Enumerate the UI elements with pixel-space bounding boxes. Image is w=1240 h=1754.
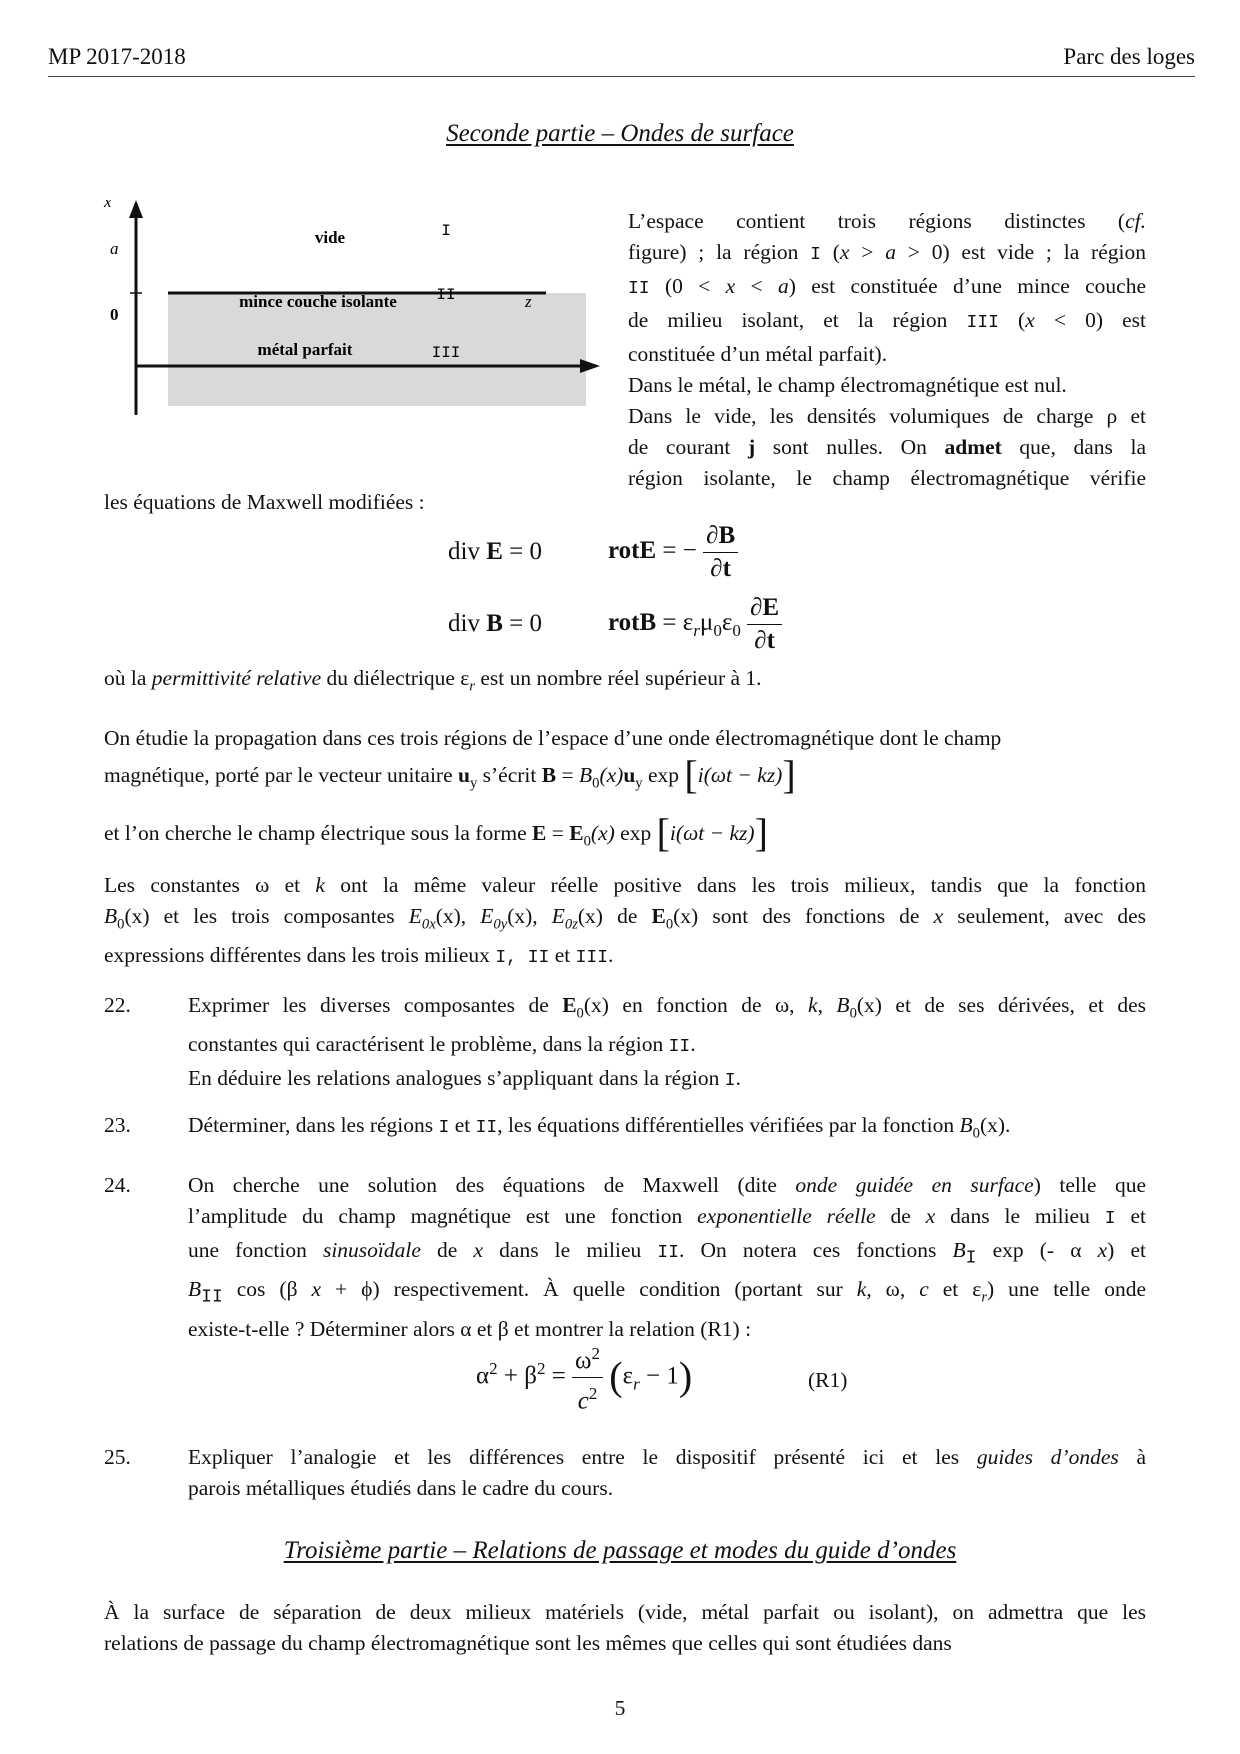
q25-number: 25.	[104, 1445, 131, 1469]
header-rule	[48, 76, 1195, 77]
final-paragraph: À la surface de séparation de deux milieux matériels (vide, métal parfait ou isolant), on admettra que les relations de passage du champ électromagnétique sont les mêmes que celles qui sont étudiées dans	[104, 1600, 1146, 1655]
axis-z-label: z	[525, 292, 532, 311]
propagation-line-2: magnétique, porté par le vecteur unitaire $u_y$ s’écrit $B = B_0(x)u_y$ exp [i(ωt − kz)]	[104, 752, 796, 797]
region-metal-label: métal parfait	[257, 340, 353, 359]
region-vide-label: vide	[314, 228, 346, 247]
region-II-label: II	[436, 286, 456, 304]
header-right: Parc des loges	[1063, 44, 1195, 69]
q23-text: Déterminer, dans les régions I et II, les équations différentielles vérifiées par la fonction $B_0(x)$.	[188, 1113, 1011, 1142]
q24-text: On cherche une solution des équations de Maxwell (dite onde guidée en surface) telle que l’amplitude du champ magnétique est une fonction exponentielle réelle de x dans le milieu I et une fonction sinusoïdale de x dans le milieu II. On notera ces fonctions $B_I$ exp (- α x) et $B_{II}$ cos (β x + ϕ) respectivement. À quelle condition (portant sur k, ω, c et $\varepsilon_r$) une telle onde existe-t-elle ? Déterminer alors α et β et montrer la relation (R1) :	[188, 1173, 1146, 1341]
q23-number: 23.	[104, 1113, 131, 1137]
propagation-line-1: On étudie la propagation dans ces trois régions de l’espace d’une onde électromagnétique dont le champ	[104, 726, 1002, 750]
header-left: MP 2017-2018	[48, 44, 186, 69]
q24-number: 24.	[104, 1173, 131, 1197]
eq-rot-E: rotE = − $\frac{\partial B}{\partial t}$	[608, 520, 738, 585]
axis-x-label: x	[104, 200, 112, 211]
region-III-label: III	[431, 344, 461, 362]
section-2-title: Seconde partie – Ondes de surface	[446, 120, 794, 147]
region-isolant-label: mince couche isolante	[239, 292, 397, 311]
regions-figure	[100, 200, 600, 420]
region-I-label: I	[441, 222, 451, 240]
tick-0-label: 0	[110, 305, 119, 324]
eq-div-E: div E = 0	[448, 538, 542, 565]
constants-paragraph: Les constantes ω et k ont la même valeur réelle positive dans les trois milieux, tandis que la fonction $B_0(x)$ et les trois composantes $E_{0x}(x)$, $E_{0y}(x)$, $E_{0z}(x)$ de $E_0(x)$ sont des fonctions de x seulement, avec des expressions différentes dans les trois milieux I, II et III.	[104, 873, 1147, 969]
q22-number: 22.	[104, 993, 131, 1017]
q22-text: Exprimer les diverses composantes de $E_0(x)$ en fonction de ω, k, $B_0(x)$ et de ses dérivées, et des constantes qui caractérisent le problème, dans la région II. En déduire les relations analogues s’appliquant dans la région I.	[188, 993, 1147, 1092]
propagation-line-3: et l’on cherche le champ électrique sous la forme $E = E_0(x)$ exp [i(ωt − kz)]	[104, 810, 768, 855]
permittivity-sentence: où la permittivité relative du diélectrique $\varepsilon_r$ est un nombre réel supérieur à 1.	[104, 666, 762, 695]
x-axis-arrowhead	[129, 200, 143, 218]
intro-continuation: les équations de Maxwell modifiées :	[104, 490, 425, 514]
eq-div-B: div B = 0	[448, 610, 542, 637]
eq-R1-label: (R1)	[808, 1368, 848, 1392]
tick-a-label: a	[110, 239, 119, 258]
intro-paragraph: L’espace contient trois régions distinctes (cf. figure) ; la région I (x > a > 0) est vide ; la région II (0 < x < a) est constituée d’une mince couche de milieu isolant, et la région III (x < 0) est constituée d’un métal parfait). Dans le métal, le champ électromagnétique est nul. Dans le vide, les densités volumiques de charge ρ et de courant j sont nulles. On admet que, dans la région isolante, le champ électromagnétique vérifie	[628, 209, 1146, 490]
z-axis-arrowhead	[580, 359, 600, 373]
eq-rot-B: rotB = $\varepsilon_r\mu_0\varepsilon_0$ $\frac{\partial E}{\partial t}$	[608, 592, 782, 657]
q25-text: Expliquer l’analogie et les différences entre le dispositif présenté ici et les guides d’ondes à parois métalliques étudiés dans le cadre du cours.	[188, 1445, 1147, 1500]
page-number: 5	[614, 1696, 626, 1720]
section-3-title: Troisième partie – Relations de passage et modes du guide d’ondes	[283, 1537, 957, 1564]
eq-R1: $\alpha^2 + \beta^2$ = $\frac{\omega^2}{c^2}$ $(\varepsilon_r - 1)$	[476, 1338, 692, 1418]
